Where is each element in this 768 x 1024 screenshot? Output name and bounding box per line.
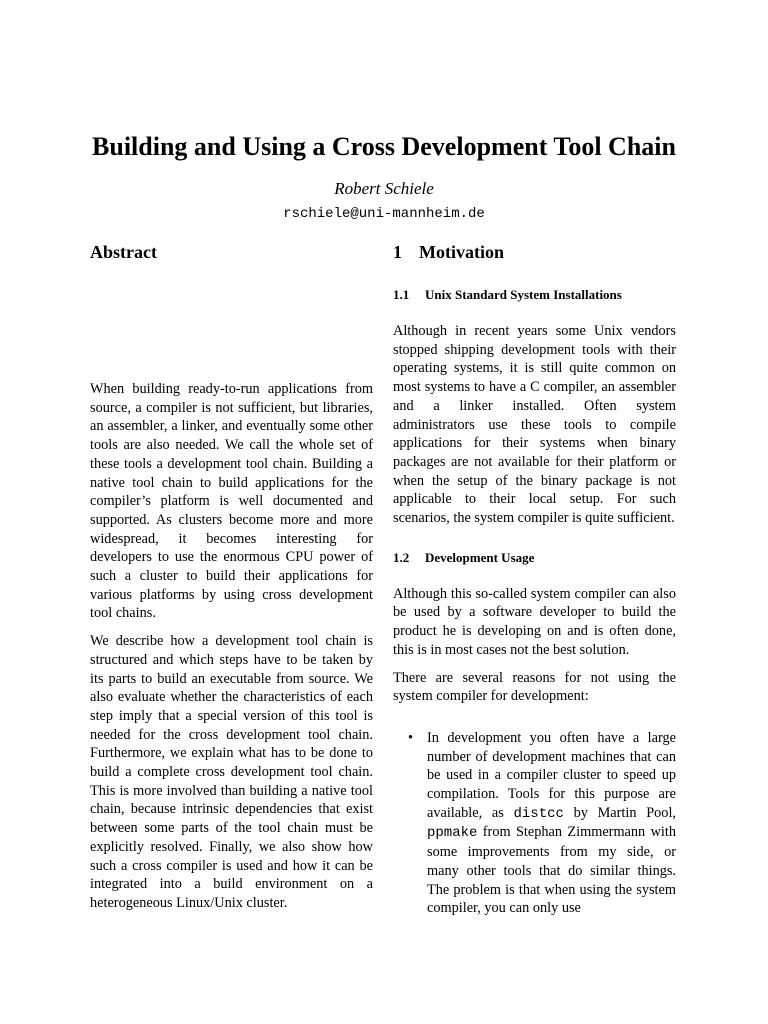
section-motivation-column — [393, 240, 676, 918]
subsection-number: 1.1 — [393, 287, 410, 302]
abstract-column — [90, 240, 373, 913]
subsection-title: Development Usage — [425, 549, 535, 565]
subsection-heading-unix-installations — [393, 286, 676, 304]
section-heading-motivation — [393, 240, 676, 264]
section-number: 1 — [393, 242, 402, 262]
subsection-number: 1.2 — [393, 549, 410, 565]
subsection-title: Unix Standard System Installations — [425, 287, 622, 302]
author-name: Robert Schiele — [334, 179, 434, 198]
subsection-heading-development-usage — [393, 549, 676, 567]
development-usage-paragraph-2: There are several reasons for not using the system compiler for development: — [393, 669, 676, 705]
section-title: Motivation — [419, 242, 504, 262]
list-item: • In development you often have a large number of development machines that can be used in a compiler cluster to speed up compilation. Tools for this purpose are available, as distcc by Martin Pool, ppmake from Stephan Zimmermann with some improvements from my side, or many other tools that do similar things. The problem is that when using the system compiler, you can only use — [427, 729, 676, 918]
abstract-heading: Abstract — [90, 242, 157, 262]
tool-name-ppmake: ppmake — [427, 825, 478, 842]
abstract-paragraph-2: We describe how a development tool chain is structured and which steps have to be taken by its parts to build an executable from source. We also evaluate whether the characteristics of each step imply that a special version of this tool is needed for the cross development tool chain. Furthermore, we explain what has to be done to build a complete cross development tool chain. This is more involved than building a native tool chain, because intrinsic dependencies that exist between some parts of the tool chain must be explicitly resolved. Finally, we also show how such a cross compiler is used and how it can be integrated into a build environment on a heterogeneous Linux/Unix cluster. — [90, 633, 373, 911]
author-email: rschiele@uni-mannheim.de — [283, 206, 485, 222]
tool-name-distcc: distcc — [513, 805, 564, 822]
unix-installations-paragraph: Although in recent years some Unix vendors stopped shipping development tools with their operating systems, it is still quite common on most systems to have a C compiler, an assembler and a linker installed. Often system administrators use these tools to compile applications for their systems when binary packages are not available for their platform or when the setup of the binary package is not applicable to their local setup. For such scenarios, the system compiler is quite sufficient. — [393, 323, 676, 527]
paper-title: Building and Using a Cross Development Tool Chain — [92, 132, 676, 161]
development-usage-paragraph-1: Although this so-called system compiler can also be used by a software developer to build the product he is developing on and is often done, this is in most cases not the best solution. — [393, 585, 676, 658]
abstract-paragraph-1: When building ready-to-run applications from source, a compiler is not sufficient, but libraries, an assembler, a linker, and eventually some other tools are also needed. We call the whole set of these tools a development tool chain. Building a native tool chain to build applications for the compiler’s platform is well documented and supported. As clusters become more and more widespread, it becomes interesting for developers to use the enormous CPU power of such a cluster to build their applications for various platforms by using cross development tool chains. — [90, 381, 373, 622]
reasons-list — [393, 729, 676, 918]
